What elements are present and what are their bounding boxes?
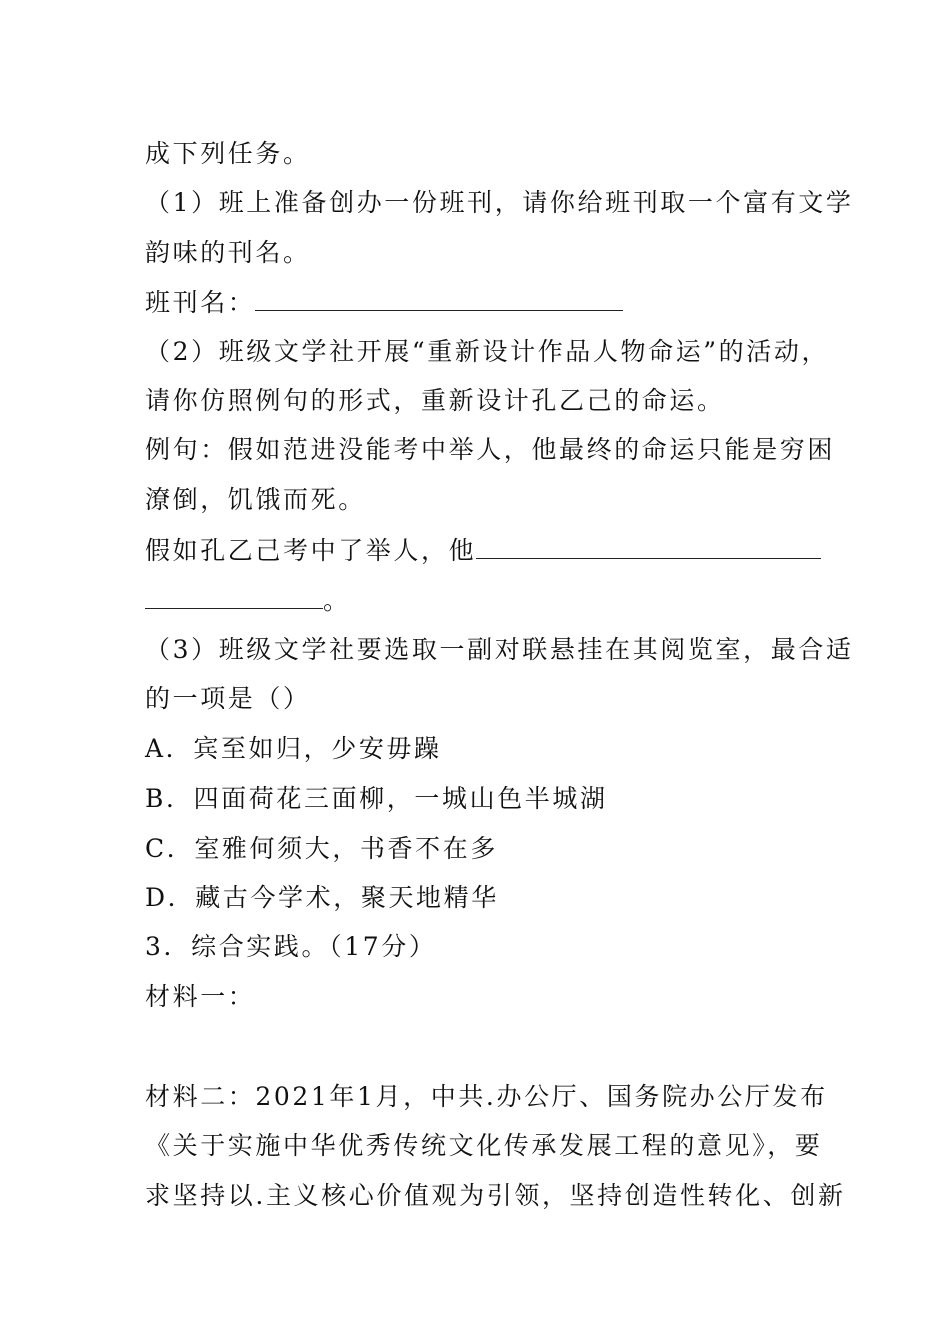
text-line [145, 237, 311, 269]
answer-sentence-start: 假如孔乙己考中了举人，他 [145, 536, 477, 565]
task-1-prompt: （1）班上准备创办一份班刊，请你给班刊取一个富有文学 [145, 188, 854, 217]
text-line [145, 733, 442, 765]
option-d: D．藏古今学术，聚天地精华 [145, 883, 499, 912]
example-sentence: 例句：假如范进没能考中举人，他最终的命运只能是穷困 [145, 435, 836, 464]
material-2-text-cont-2: 求坚持以.主义核心价值观为引领，坚持创造性转化、创新 [145, 1181, 846, 1210]
text-line [145, 1180, 846, 1212]
option-c: C．室雅何须大，书香不在多 [145, 834, 498, 863]
text-line [145, 534, 821, 567]
text-line [145, 584, 351, 617]
option-b: B．四面荷花三面柳，一城山色半城湖 [145, 784, 608, 813]
material-1-label: 材料一： [145, 982, 256, 1011]
text-line [145, 931, 436, 963]
material-2-text-cont: 《关于实施中华优秀传统文化传承发展工程的意见》，要 [145, 1131, 823, 1160]
text-line [145, 336, 829, 368]
text-line [145, 683, 311, 715]
text-line [145, 385, 725, 417]
text-line [145, 783, 608, 815]
text-line [145, 833, 498, 865]
task-3-prompt: （3）班级文学社要选取一副对联悬挂在其阅览室，最合适 [145, 635, 854, 664]
answer-sentence-end: 。 [323, 586, 351, 615]
text-line [145, 434, 835, 466]
text-line [145, 187, 854, 219]
answer-blank-1[interactable] [476, 534, 821, 559]
text-line [145, 882, 499, 914]
text-line [145, 634, 854, 666]
text-line [145, 286, 623, 319]
question-3-heading: 3．综合实践。（17分） [145, 932, 437, 961]
task-2-prompt-cont: 请你仿照例句的形式，重新设计孔乙己的命运。 [145, 386, 725, 415]
task-1-prompt-cont: 韵味的刊名。 [145, 238, 311, 267]
option-a: A．宾至如归，少安毋躁 [145, 734, 442, 763]
text-line [145, 1130, 823, 1162]
journal-name-label: 班刊名： [145, 288, 256, 317]
intro-text: 成下列任务。 [145, 139, 311, 168]
task-3-prompt-cont: 的一项是（） [145, 684, 311, 713]
text-line [145, 484, 366, 516]
task-2-prompt: （2）班级文学社开展“重新设计作品人物命运”的活动， [145, 337, 830, 366]
text-line [145, 138, 311, 170]
example-sentence-cont: 潦倒，饥饿而死。 [145, 485, 366, 514]
material-2-text: 材料二：2021年1月，中共.办公厅、国务院办公厅发布 [145, 1082, 828, 1111]
journal-name-blank[interactable] [255, 286, 623, 311]
text-line [145, 981, 255, 1013]
answer-blank-2[interactable] [145, 584, 323, 609]
text-line [145, 1081, 828, 1113]
